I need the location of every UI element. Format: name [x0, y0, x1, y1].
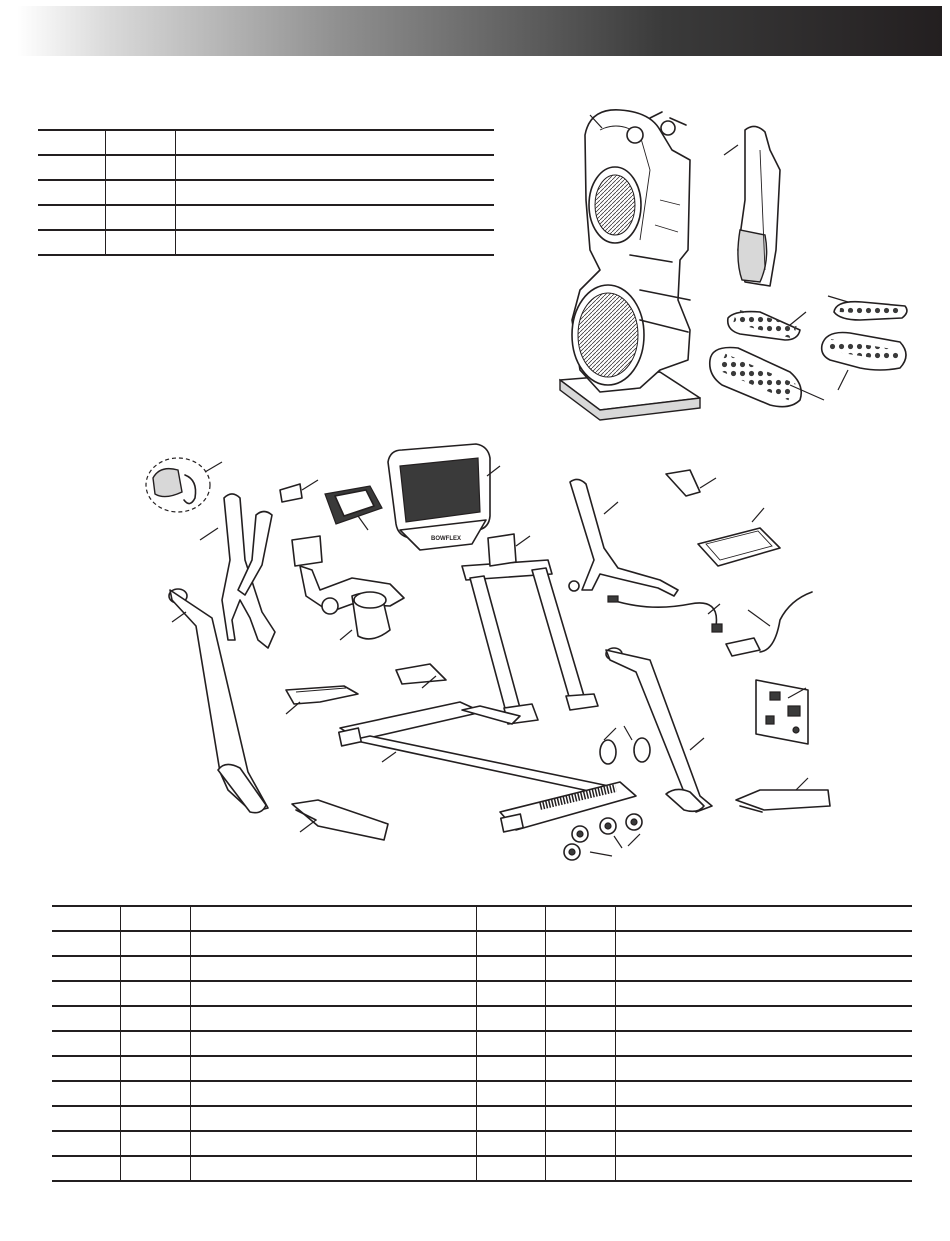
console-display: [388, 444, 500, 550]
main-frame-assembly: [560, 110, 700, 420]
round-disc-parts: [600, 726, 650, 764]
power-cable: [608, 596, 722, 632]
shroud-cover-parts: [286, 664, 446, 714]
right-handlebar-part: [569, 479, 678, 596]
pedal-plate-part: [728, 296, 907, 340]
power-adapter: [726, 592, 812, 656]
side-cover-part: [724, 126, 780, 286]
console-bracket-part: [325, 486, 382, 530]
leveling-foot-parts: [564, 814, 642, 860]
control-board: [756, 680, 808, 744]
manual-booklet: [698, 508, 780, 566]
foot-pedal-part: [710, 333, 906, 407]
base-frame: [339, 702, 636, 832]
end-cap-part: [666, 470, 716, 496]
heart-rate-armband: [146, 458, 222, 512]
left-pedal-part: [292, 800, 388, 840]
console-mast-part: [292, 536, 404, 640]
console-brand-logo: BOWFLEX: [431, 536, 461, 542]
right-pedal-part: [736, 778, 830, 812]
small-clip-part: [280, 480, 318, 502]
upright-support-frame: [462, 534, 598, 724]
